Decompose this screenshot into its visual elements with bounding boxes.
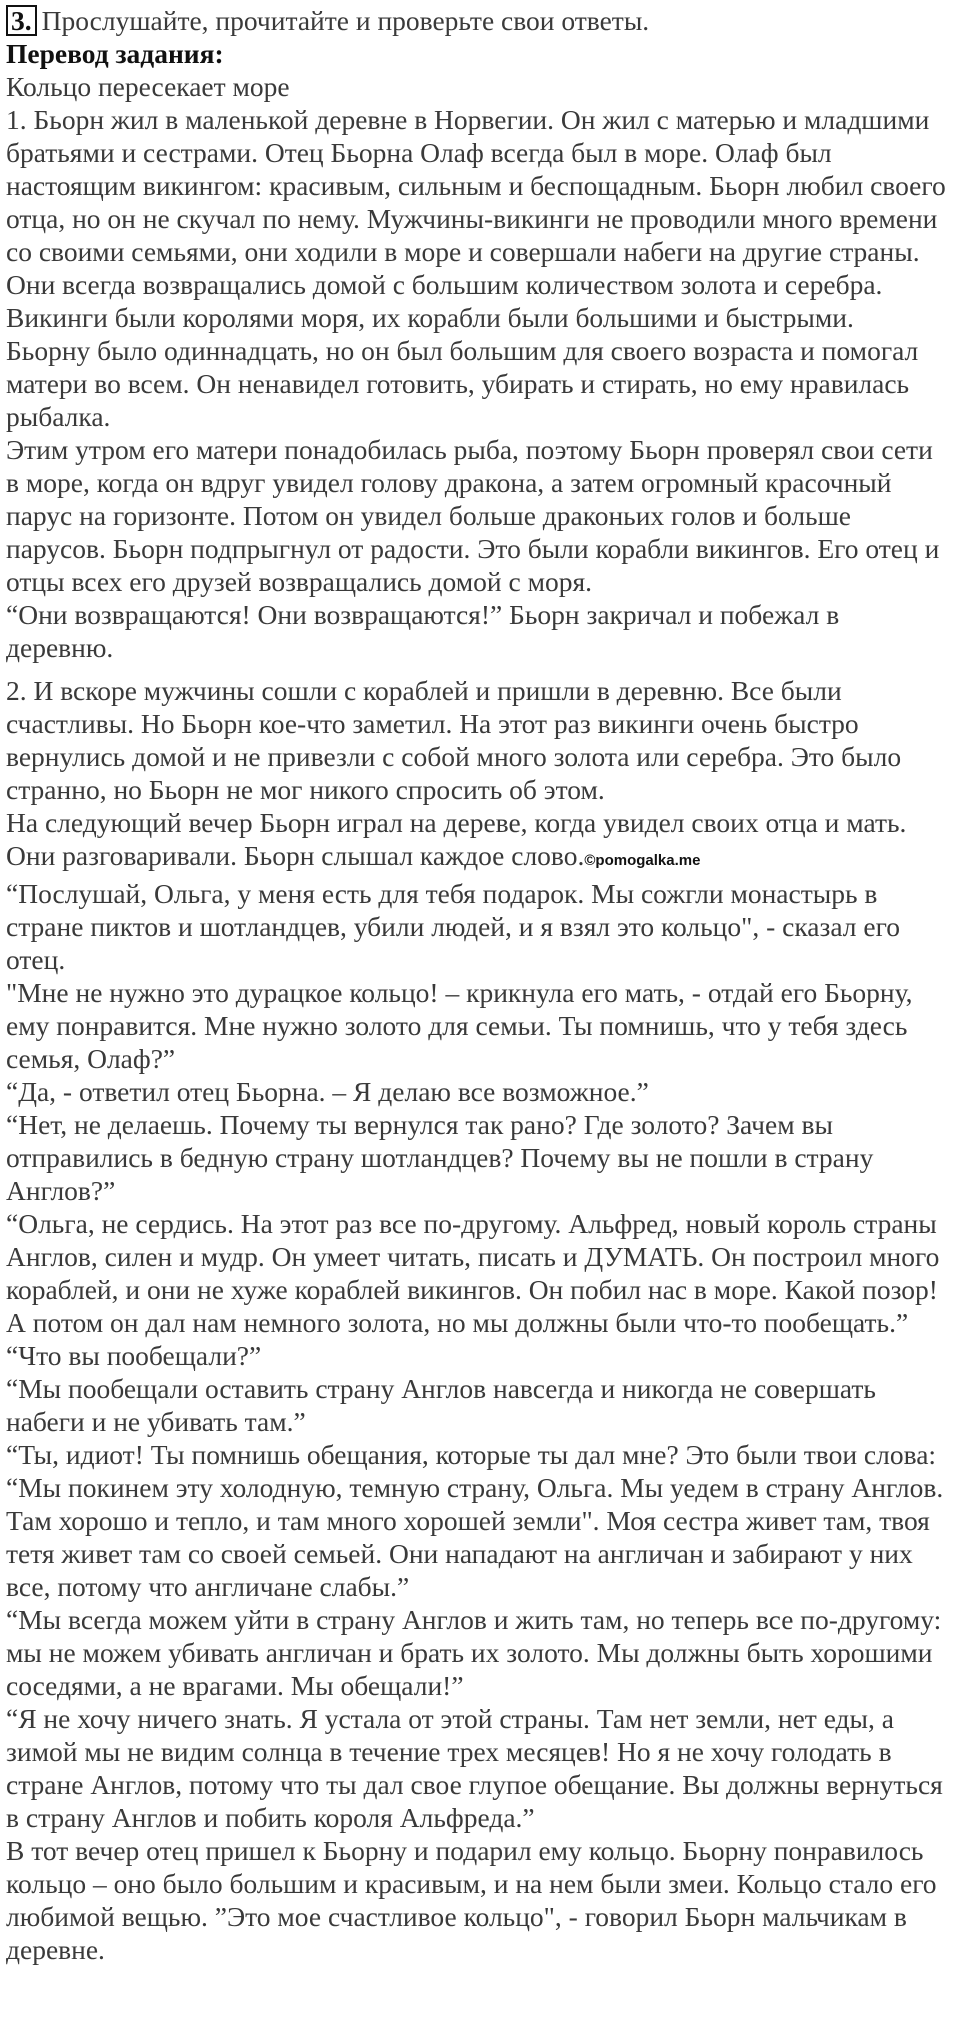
story-paragraph [6,806,950,877]
translation-heading: Перевод задания: [6,38,224,69]
watermark: ©pomogalka.me [584,852,701,869]
task-header [6,4,950,37]
paragraph-text: На следующий вечер Бьорн играл на дереве, когда увидел своих отца и мать. Они разговаривали. Бьорн слышал каждое слово. [6,807,907,871]
story-paragraph: В тот вечер отец пришел к Бьорну и подарил ему кольцо. Бьорну понравилось кольцо – оно было большим и красивым, и на нем были змеи. Кольцо стало его любимой вещью. ”Это мое счастливое кольцо", - говорил Бьорн мальчикам в деревне. [6,1835,937,1965]
task-instruction: Прослушайте, прочитайте и проверьте свои ответы. [41,5,650,36]
story-paragraph: “Мы пообещали оставить страну Англов навсегда и никогда не совершать набеги и не убивать там.” [6,1373,876,1437]
story-paragraph: “Мы всегда можем уйти в страну Англов и жить там, но теперь все по-другому: мы не можем убивать англичан и брать их золото. Мы должны быть хорошими соседями, а не врагами. Мы обещали!” [6,1604,942,1701]
story-paragraph: “Я не хочу ничего знать. Я устала от этой страны. Там нет земли, нет еды, а зимой мы не видим солнца в течение трех месяцев! Но я не хочу голодать в стране Англов, потому что ты дал свое глупое обещание. Вы должны вернуться в страну Англов и побить короля Альфреда.” [6,1703,943,1833]
story-paragraph: Этим утром его матери понадобилась рыба, поэтому Бьорн проверял свои сети в море, когда он вдруг увидел голову дракона, а затем огромный красочный парус на горизонте. Потом он увидел больше драконьих голов и больше парусов. Бьорн подпрыгнул от радости. Это были корабли викингов. Его отец и отцы всех его друзей возвращались домой с моря. [6,434,940,597]
story-paragraph: “Да, - ответил отец Бьорна. – Я делаю все возможное.” [6,1076,649,1107]
story-paragraph: “Ольга, не сердись. На этот раз все по-другому. Альфред, новый король страны Англов, силен и мудр. Он умеет читать, писать и ДУМАТЬ. Он построил много кораблей, и они не хуже кораблей викингов. Он побил нас в море. Какой позор! А потом он дал нам немного золота, но мы должны были что-то пообещать.” [6,1208,940,1338]
story-paragraph: Бьорну было одиннадцать, но он был большим для своего возраста и помогал матери во всем. Он ненавидел готовить, убирать и стирать, но ему нравилась рыбалка. [6,335,919,432]
task-number: 3. [6,5,37,36]
story-paragraph: "Мне не нужно это дурацкое кольцо! – крикнула его мать, - отдай его Бьорну, ему понравится. Мне нужно золото для семьи. Ты помнишь, что у тебя здесь семья, Олаф?” [6,977,913,1074]
story-paragraph: “Нет, не делаешь. Почему ты вернулся так рано? Где золото? Зачем вы отправились в бедную страну шотландцев? Почему вы не пошли в страну Англов?” [6,1109,874,1206]
story-paragraph: “Они возвращаются! Они возвращаются!” Бьорн закричал и побежал в деревню. [6,599,840,663]
story-paragraph: “Ты, идиот! Ты помнишь обещания, которые ты дал мне? Это были твои слова: “Мы покинем эту холодную, темную страну, Ольга. Мы уедем в страну Англов. Там хорошо и тепло, и там много хорошей земли". Моя сестра живет там, твоя тетя живет там со своей семьей. Они нападают на англичан и забирают у них все, потому что англичане слабы.” [6,1439,944,1602]
story-paragraph: 2. И вскоре мужчины сошли с кораблей и пришли в деревню. Все были счастливы. Но Бьорн кое-что заметил. На этот раз викинги очень быстро вернулись домой и не привезли с собой много золота или серебра. Это было странно, но Бьорн не мог никого спросить об этом. [6,675,902,805]
story-title: Кольцо пересекает море [6,71,290,102]
story-paragraph: “Что вы пообещали?” [6,1340,262,1371]
story-paragraph: 1. Бьорн жил в маленькой деревне в Норвегии. Он жил с матерью и младшими братьями и сестрами. Отец Бьорна Олаф всегда был в море. Олаф был настоящим викингом: красивым, сильным и беспощадным. Бьорн любил своего отца, но он не скучал по нему. Мужчины-викинги не проводили много времени со своими семьями, они ходили в море и совершали набеги на другие страны. Они всегда возвращались домой с большим количеством золота и серебра. Викинги были королями моря, их корабли были большими и быстрыми. [6,104,946,333]
story-paragraph: “Послушай, Ольга, у меня есть для тебя подарок. Мы сожгли монастырь в стране пиктов и шотландцев, убили людей, и я взял это кольцо", - сказал его отец. [6,878,900,975]
